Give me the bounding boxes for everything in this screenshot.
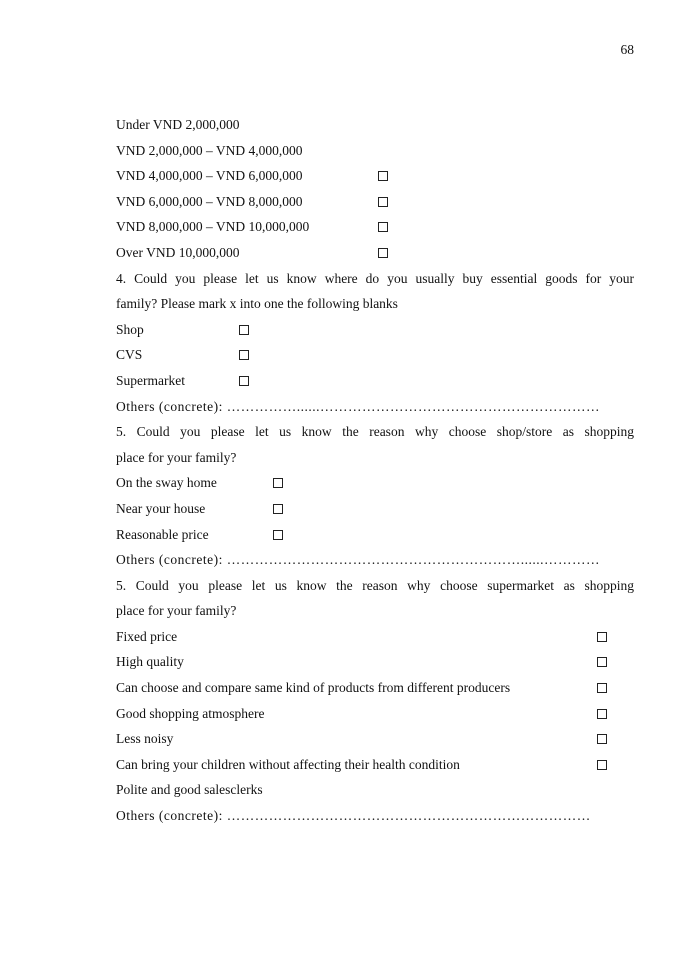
checkbox[interactable] bbox=[378, 197, 388, 207]
q5b-option bbox=[116, 675, 634, 701]
checkbox[interactable] bbox=[273, 530, 283, 540]
option-label: Polite and good salesclerks bbox=[116, 782, 263, 798]
checkbox[interactable] bbox=[378, 171, 388, 181]
checkbox[interactable] bbox=[597, 760, 607, 770]
q4-option-shop bbox=[116, 317, 634, 343]
option-label: Supermarket bbox=[116, 372, 185, 388]
option-label: Under VND 2,000,000 bbox=[116, 117, 240, 132]
option-label: Fixed price bbox=[116, 628, 178, 644]
option-label: Reasonable price bbox=[116, 526, 209, 542]
questionnaire bbox=[116, 112, 634, 829]
option-label: Near your house bbox=[116, 500, 206, 516]
option-label: VND 6,000,000 – VND 8,000,000 bbox=[116, 193, 303, 209]
income-option bbox=[116, 138, 634, 164]
q5a-option bbox=[116, 522, 634, 548]
income-option bbox=[116, 189, 634, 215]
checkbox[interactable] bbox=[378, 222, 388, 232]
q4-option-supermarket bbox=[116, 368, 634, 394]
q5b-option bbox=[116, 701, 634, 727]
question-5a-text-cont: place for your family? bbox=[116, 449, 237, 465]
checkbox[interactable] bbox=[273, 504, 283, 514]
checkbox[interactable] bbox=[239, 350, 249, 360]
option-label: On the sway home bbox=[116, 475, 217, 491]
checkbox[interactable] bbox=[597, 709, 607, 719]
question-5b-text-cont: place for your family? bbox=[116, 603, 237, 619]
option-label: VND 4,000,000 – VND 6,000,000 bbox=[116, 168, 303, 184]
option-label: Can choose and compare same kind of products from different producers bbox=[116, 680, 511, 696]
income-option bbox=[116, 214, 634, 240]
checkbox[interactable] bbox=[239, 325, 249, 335]
question-5a-text: 5. Could you please let us know the reason why choose shop/store as shopping bbox=[116, 424, 634, 440]
option-label: VND 8,000,000 – VND 10,000,000 bbox=[116, 219, 310, 235]
checkbox[interactable] bbox=[597, 657, 607, 667]
checkbox[interactable] bbox=[273, 478, 283, 488]
q4-option-cvs bbox=[116, 342, 634, 368]
checkbox[interactable] bbox=[597, 683, 607, 693]
option-label: Good shopping atmosphere bbox=[116, 705, 265, 721]
option-label: CVS bbox=[116, 347, 143, 363]
q5a-others-field[interactable]: Others (concrete): ………………………………………………………......………… bbox=[116, 552, 600, 568]
option-label: Over VND 10,000,000 bbox=[116, 244, 240, 260]
question-4-text-cont: family? Please mark x into one the following blanks bbox=[116, 296, 398, 312]
question-4-text: 4. Could you please let us know where do you usually buy essential goods for your bbox=[116, 270, 634, 286]
income-option bbox=[116, 112, 634, 138]
q5b-option bbox=[116, 649, 634, 675]
checkbox[interactable] bbox=[597, 734, 607, 744]
q5b-others-field[interactable]: Others (concrete): …………………………………………………………………… bbox=[116, 808, 591, 824]
checkbox[interactable] bbox=[239, 376, 249, 386]
q5b-option bbox=[116, 726, 634, 752]
question-5b-text: 5. Could you please let us know the reason why choose supermarket as shopping bbox=[116, 577, 634, 593]
q5a-option bbox=[116, 470, 634, 496]
q5b-option bbox=[116, 752, 634, 778]
option-label: VND 2,000,000 – VND 4,000,000 bbox=[116, 142, 303, 158]
q5b-option bbox=[116, 624, 634, 650]
option-label: High quality bbox=[116, 654, 184, 670]
q4-others-field[interactable]: Others (concrete): ……………......…………………………………………………… bbox=[116, 398, 600, 414]
income-option bbox=[116, 240, 634, 266]
checkbox[interactable] bbox=[378, 248, 388, 258]
q5b-option bbox=[116, 777, 634, 803]
page-number: 68 bbox=[620, 42, 634, 57]
option-label: Can bring your children without affecting their health condition bbox=[116, 756, 460, 772]
option-label: Less noisy bbox=[116, 731, 174, 747]
checkbox[interactable] bbox=[597, 632, 607, 642]
q5a-option bbox=[116, 496, 634, 522]
income-option bbox=[116, 163, 634, 189]
option-label: Shop bbox=[116, 321, 144, 337]
